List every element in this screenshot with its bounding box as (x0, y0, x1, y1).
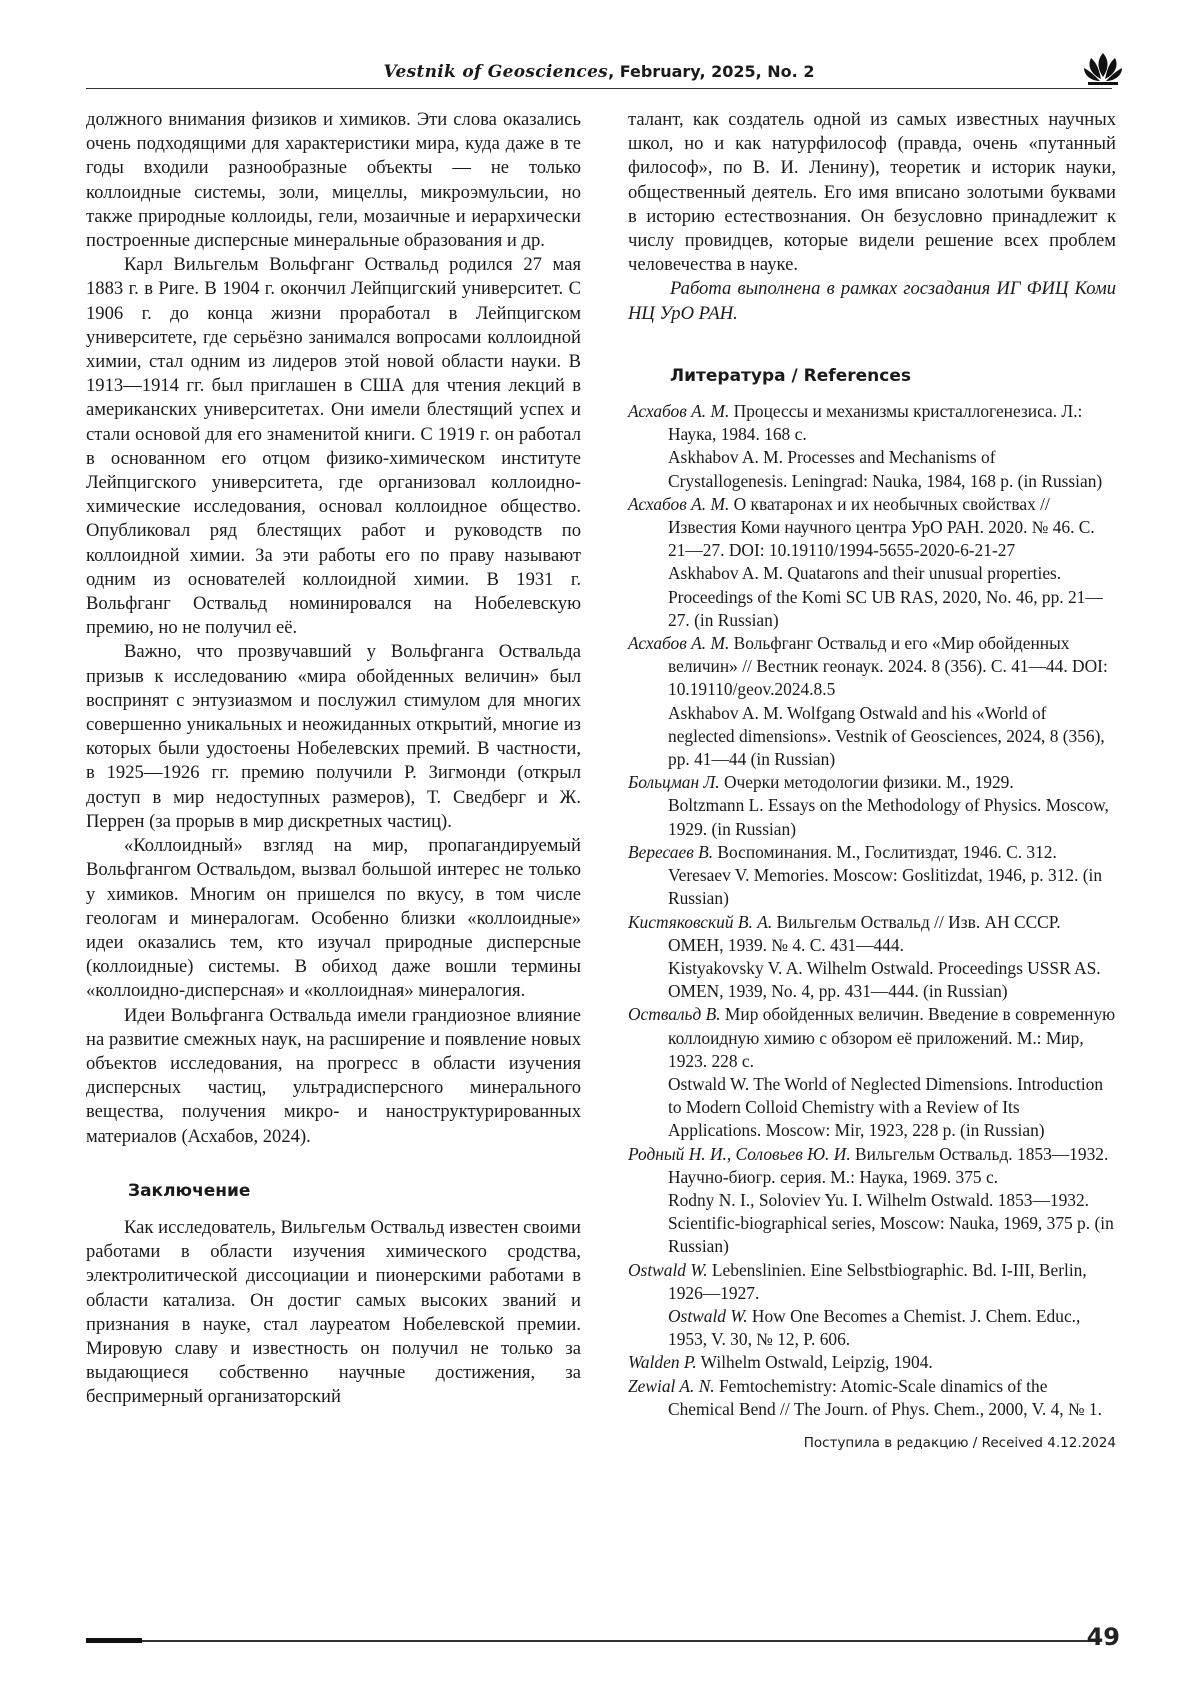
reference-item (628, 493, 1116, 632)
reference-author: Родный Н. И., Соловьев Ю. И. (628, 1143, 851, 1164)
paragraph: Как исследователь, Вильгельм Оствальд известен своими работами в области изучения химического сродства, электролитической диссоциации и пионерскими работами в области катализа. Он достиг самых высоких званий и признания в науке, стал лауреатом Нобелевской премии. Мировую славу и известность он получил не только за выдающиеся собственно научные достижения, за беспримерный организаторский (86, 1216, 581, 1408)
reference-author: Асхабов А. М. (628, 401, 730, 422)
reference-author: Вересаев В. (628, 841, 714, 862)
reference-en: Ostwald W. The World of Neglected Dimensions. Introduction to Modern Colloid Chemistry with a Review of Its Applications. Moscow: Mir, 1923, 228 p. (in Russian) (668, 1073, 1104, 1141)
reference-en: Boltzmann L. Essays on the Methodology of Physics. Moscow, 1929. (in Russian) (668, 795, 1109, 839)
reference-en: Askhabov A. M. Wolfgang Ostwald and his «World of neglected dimensions». Vestnik of Geosciences, 2024, 8 (356), pp. 41—44 (in Russian) (668, 702, 1105, 770)
reference-ru: Воспоминания. М., Гослитиздат, 1946. С. 312. (713, 841, 1057, 862)
paragraph: должного внимания физиков и химиков. Эти слова оказались очень подходящими для характеристики мира, куда даже в те годы входили разнообразные объекты — не только коллоидные системы, золи, мицеллы, микроэмульсии, но также природные коллоиды, гели, мозаичные и иерархически построенные дисперсные минеральные образования и др. (86, 109, 581, 252)
paragraph: Карл Вильгельм Вольфганг Оствальд родился 27 мая 1883 г. в Риге. В 1904 г. окончил Лейпцигский университет. С 1906 г. до конца жизни проработал в Лейпцигском университете, где серьёзно занимался вопросами коллоидной химии, стал одним из лидеров этой новой области науки. В 1913—1914 гг. был приглашен в США для чтения лекций в американских университетах. Они имели блестящий успех и стали основой для его знаменитой книги. С 1919 г. он работал в основанном его отцом физико-химическом институте Лейпцигского университета, где организовал коллоидно-химические исследования, основал коллоидное общество. Опубликовал ряд блестящих работ и руководств по коллоидной химии. За эти работы его по праву называют одним из основателей коллоидной химии. В 1931 г. Вольфганг Оствальд номинировался на Нобелевскую премию, но не получил её. (86, 254, 581, 639)
reference-author: Кистяковский В. А. (628, 911, 773, 932)
reference-item (628, 771, 1116, 841)
reference-author: Асхабов А. М. (628, 633, 730, 654)
paragraph: Идеи Вольфганга Оствальда имели грандиозное влияние на развитие смежных наук, на расширение и появление новых объектов исследования, на прогресс в области изучения дисперсных частиц, ультрадисперсного минерального вещества, получения микро- и наноструктурированных материалов (Асхабов, 2024). (86, 1004, 581, 1147)
running-header (86, 58, 1112, 89)
reference-en: Kistyakovsky V. A. Wilhelm Ostwald. Proceedings USSR AS. OMEN, 1939, No. 4, pp. 431—444. (in Russian) (668, 957, 1101, 1002)
reference-item (628, 911, 1116, 1004)
reference-item (628, 1143, 1116, 1259)
footer-accent-bar (86, 1638, 142, 1643)
reference-author: Асхабов А. М. (628, 493, 730, 514)
reference-item (628, 1003, 1116, 1142)
reference-en: Askhabov A. M. Processes and Mechanisms of Crystallogenesis. Leningrad: Nauka, 1984, 168 p. (in Russian) (668, 447, 1103, 491)
reference-ru: Вильгельм Оствальд // Изв. АН СССР. ОМЕН, 1939. № 4. С. 431—444. (668, 911, 1061, 955)
reference-item (628, 1351, 1116, 1374)
right-column (628, 108, 1116, 1455)
reference-author: Zewial A. N. (628, 1375, 715, 1396)
reference-en: Askhabov A. M. Quatarons and their unusual properties. Proceedings of the Komi SC UB RAS, 2020, No. 46, pp. 21—27. (in Russian) (668, 563, 1103, 630)
reference-ru: Процессы и механизмы кристаллогенезиса. Л.: Наука, 1984. 168 с. (668, 401, 1083, 445)
paragraph: талант, как создатель одной из самых известных научных школ, но и как натурфилософ (правда, очень «путанный философ», по В. И. Ленину), теоретик и историк науки, общественный деятель. Его имя вписано золотыми буквами в историю естествознания. Он безусловно принадлежит к числу провидцев, которые видели решение всех проблем человечества в науке. (628, 109, 1116, 276)
reference-author: Оствальд В. (628, 1004, 721, 1025)
issue-info: , February, 2025, No. 2 (608, 62, 815, 81)
reference-author: Больцман Л. (628, 772, 720, 793)
reference-item (628, 632, 1116, 771)
reference-author: Walden P. (628, 1352, 697, 1373)
reference-item (628, 841, 1116, 911)
reference-author: Ostwald W. (628, 1259, 708, 1280)
reference-list (628, 400, 1116, 1421)
page-number: 49 (1086, 1623, 1120, 1651)
journal-logo-icon (1082, 50, 1124, 86)
received-date: Поступила в редакцию / Received 4.12.2024 (803, 1434, 1116, 1451)
acknowledgment: Работа выполнена в рамках госзадания ИГ ФИЦ Коми НЦ УрО РАН. (628, 278, 1116, 324)
references-heading: Литература / References (670, 365, 911, 386)
journal-title: Vestnik of Geosciences (383, 62, 609, 82)
reference-ru: Wilhelm Ostwald, Leipzig, 1904. (696, 1352, 933, 1373)
reference-item (628, 1259, 1116, 1352)
conclusion-heading: Заключение (128, 1180, 251, 1201)
paragraph: «Коллоидный» взгляд на мир, пропагандируемый Вольфгангом Оствальдом, вызвал большой интерес не только у химиков. Многим он пришелся по вкусу, в том числе геологам и минералогам. Особенно близки «коллоидные» идеи оказались тем, кто изучал природные дисперсные (коллоидные) системы. В обиход даже вошли термины «коллоидно-дисперсная» и «коллоидная» минералогия. (86, 835, 581, 1002)
reference-ru: Lebenslinien. Eine Selbstbiographic. Bd. I-III, Berlin, 1926—1927. (668, 1259, 1087, 1303)
reference-ru: Мир обойденных величин. Введение в современную коллоидную химию с обзором её приложений. М.: Мир, 1923. 228 с. (668, 1004, 1116, 1071)
reference-author: Ostwald W. (668, 1305, 748, 1326)
reference-ru: Вильгельм Оствальд. 1853—1932. Научно-биогр. серия. М.: Наука, 1969. 375 с. (668, 1143, 1109, 1187)
reference-ru: Очерки методологии физики. М., 1929. (719, 772, 1014, 793)
reference-en: Veresaev V. Memories. Moscow: Goslitizdat, 1946, p. 312. (in Russian) (668, 865, 1103, 909)
footer-rule (86, 1640, 1100, 1642)
paragraph: Важно, что прозвучавший у Вольфганга Оствальда призыв к исследованию «мира обойденных величин» был воспринят с энтузиазмом и послужил стимулом для многих совершенно уникальных и неожиданных открытий, многие из которых были удостоены Нобелевских премий. В частности, в 1925—1926 гг. премию получили Р. Зигмонди (открыл доступ в мир недоступных размеров), Т. Сведберг и Ж. Перрен (за прорыв в мир дискретных частиц). (86, 641, 581, 832)
reference-ru: О кватаронах и их необычных свойствах // Известия Коми научного центра УрО РАН. 2020. № 46. С. 21—27. DOI: 10.19110/1994-5655-2020-6-21-27 (668, 493, 1095, 561)
reference-ru: Femtochemistry: Atomic-Scale dinamics of the Chemical Bend // The Journ. of Phys. Chem., 2000, V. 4, № 1. (668, 1375, 1102, 1419)
left-column (86, 108, 581, 1410)
reference-item (628, 1375, 1116, 1421)
reference-en: How One Becomes a Chemist. J. Chem. Educ., 1953, V. 30, № 12, P. 606. (668, 1305, 1081, 1350)
reference-en: Rodny N. I., Soloviev Yu. I. Wilhelm Ostwald. 1853—1932. Scientific-biographical series, Moscow: Nauka, 1969, 375 p. (in Russian) (668, 1189, 1114, 1257)
reference-item (628, 400, 1116, 493)
reference-ru: Вольфганг Оствальд и его «Мир обойденных величин» // Вестник геонаук. 2024. 8 (356). С. 41—44. DOI: 10.19110/geov.2024.8.5 (668, 633, 1108, 700)
